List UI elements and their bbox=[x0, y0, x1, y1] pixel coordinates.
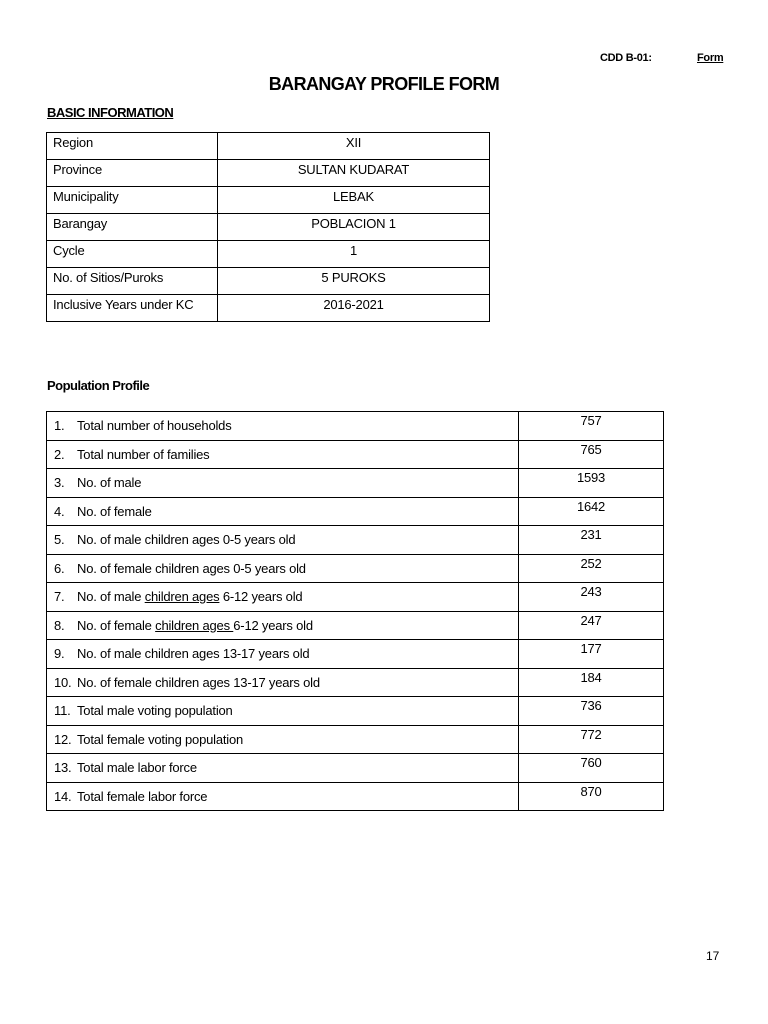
table-row bbox=[47, 697, 664, 726]
table-row bbox=[47, 640, 664, 669]
row-value: XII bbox=[218, 133, 490, 160]
row-value: SULTAN KUDARAT bbox=[218, 160, 490, 187]
row-value: 772 bbox=[519, 725, 664, 754]
row-number: 8. bbox=[54, 617, 65, 633]
row-number: 10. bbox=[54, 674, 72, 690]
basic-information-table bbox=[46, 132, 490, 322]
row-text-underlined: children ages bbox=[144, 589, 220, 604]
row-text: Total male labor force bbox=[77, 760, 197, 775]
row-value: 2016-2021 bbox=[218, 295, 490, 322]
row-number: 6. bbox=[54, 560, 65, 576]
table-row bbox=[47, 782, 664, 811]
row-text: No. of female bbox=[77, 617, 156, 633]
table-row bbox=[47, 754, 664, 783]
row-text: No. of male bbox=[77, 589, 145, 604]
row-label bbox=[47, 754, 519, 783]
row-text: No. of female bbox=[77, 503, 152, 519]
row-label bbox=[47, 440, 519, 469]
table-row bbox=[47, 295, 490, 322]
row-value: LEBAK bbox=[218, 187, 490, 214]
row-label bbox=[47, 412, 519, 441]
row-value: 765 bbox=[519, 440, 664, 469]
row-number: 4. bbox=[54, 503, 65, 519]
row-label bbox=[47, 640, 519, 669]
row-number: 1. bbox=[54, 418, 65, 433]
row-text: Total female labor force bbox=[77, 788, 208, 804]
row-number: 7. bbox=[54, 589, 65, 604]
row-label: Inclusive Years under KC bbox=[47, 295, 218, 322]
row-text: No. of male bbox=[77, 475, 142, 490]
population-profile-table bbox=[46, 411, 664, 811]
row-label: Region bbox=[47, 133, 218, 160]
table-row bbox=[47, 668, 664, 697]
table-row bbox=[47, 554, 664, 583]
row-value: 177 bbox=[519, 640, 664, 669]
row-text: Total number of families bbox=[77, 446, 210, 462]
table-row bbox=[47, 611, 664, 640]
row-value: 252 bbox=[519, 554, 664, 583]
row-label bbox=[47, 725, 519, 754]
row-number: 14. bbox=[54, 788, 72, 804]
row-label bbox=[47, 583, 519, 612]
row-value: 231 bbox=[519, 526, 664, 555]
page-number: 17 bbox=[706, 949, 720, 963]
row-value: 760 bbox=[519, 754, 664, 783]
basic-information-heading: BASIC INFORMATION bbox=[47, 105, 174, 120]
row-text: Total female voting population bbox=[77, 731, 244, 747]
row-number: 3. bbox=[54, 475, 65, 490]
table-row bbox=[47, 241, 490, 268]
table-row bbox=[47, 583, 664, 612]
row-value: POBLACION 1 bbox=[218, 214, 490, 241]
row-label bbox=[47, 782, 519, 811]
row-label bbox=[47, 697, 519, 726]
row-text: No. of female children ages 13-17 years old bbox=[77, 674, 320, 690]
table-row bbox=[47, 214, 490, 241]
table-row bbox=[47, 268, 490, 295]
row-value: 243 bbox=[519, 583, 664, 612]
table-row bbox=[47, 725, 664, 754]
row-value: 870 bbox=[519, 782, 664, 811]
row-label: Municipality bbox=[47, 187, 218, 214]
row-label bbox=[47, 611, 519, 640]
row-value: 5 PUROKS bbox=[218, 268, 490, 295]
row-label bbox=[47, 668, 519, 697]
row-number: 11. bbox=[54, 703, 71, 718]
table-row bbox=[47, 497, 664, 526]
row-value: 1 bbox=[218, 241, 490, 268]
table-row bbox=[47, 160, 490, 187]
table-row bbox=[47, 526, 664, 555]
row-text: No. of male children ages 0-5 years old bbox=[77, 532, 296, 547]
population-profile-heading: Population Profile bbox=[47, 378, 150, 393]
row-value: 184 bbox=[519, 668, 664, 697]
row-label: No. of Sitios/Puroks bbox=[47, 268, 218, 295]
row-text: No. of male children ages 13-17 years old bbox=[77, 646, 310, 661]
row-text: Total male voting population bbox=[77, 703, 233, 718]
row-label bbox=[47, 497, 519, 526]
row-number: 5. bbox=[54, 532, 65, 547]
table-row bbox=[47, 440, 664, 469]
row-label bbox=[47, 554, 519, 583]
row-value: 736 bbox=[519, 697, 664, 726]
row-value: 1593 bbox=[519, 469, 664, 498]
row-number: 13. bbox=[54, 760, 72, 775]
form-code: CDD B-01: bbox=[600, 52, 652, 64]
row-label: Barangay bbox=[47, 214, 218, 241]
row-text: No. of female children ages 0-5 years old bbox=[77, 560, 306, 576]
row-text-underlined: children ages bbox=[155, 617, 234, 633]
table-row bbox=[47, 133, 490, 160]
row-label bbox=[47, 526, 519, 555]
page-title: BARANGAY PROFILE FORM bbox=[268, 74, 500, 94]
table-row bbox=[47, 412, 664, 441]
row-number: 9. bbox=[54, 646, 65, 661]
row-label: Cycle bbox=[47, 241, 218, 268]
row-value: 1642 bbox=[519, 497, 664, 526]
form-label: Form bbox=[697, 52, 724, 64]
row-label: Province bbox=[47, 160, 218, 187]
table-row bbox=[47, 187, 490, 214]
row-value: 247 bbox=[519, 611, 664, 640]
row-number: 2. bbox=[54, 446, 65, 462]
row-text: Total number of households bbox=[77, 418, 232, 433]
row-label bbox=[47, 469, 519, 498]
row-value: 757 bbox=[519, 412, 664, 441]
row-text-suffix: 6-12 years old bbox=[219, 589, 303, 604]
table-row bbox=[47, 469, 664, 498]
row-number: 12. bbox=[54, 731, 72, 747]
row-text-suffix: 6-12 years old bbox=[233, 617, 313, 633]
